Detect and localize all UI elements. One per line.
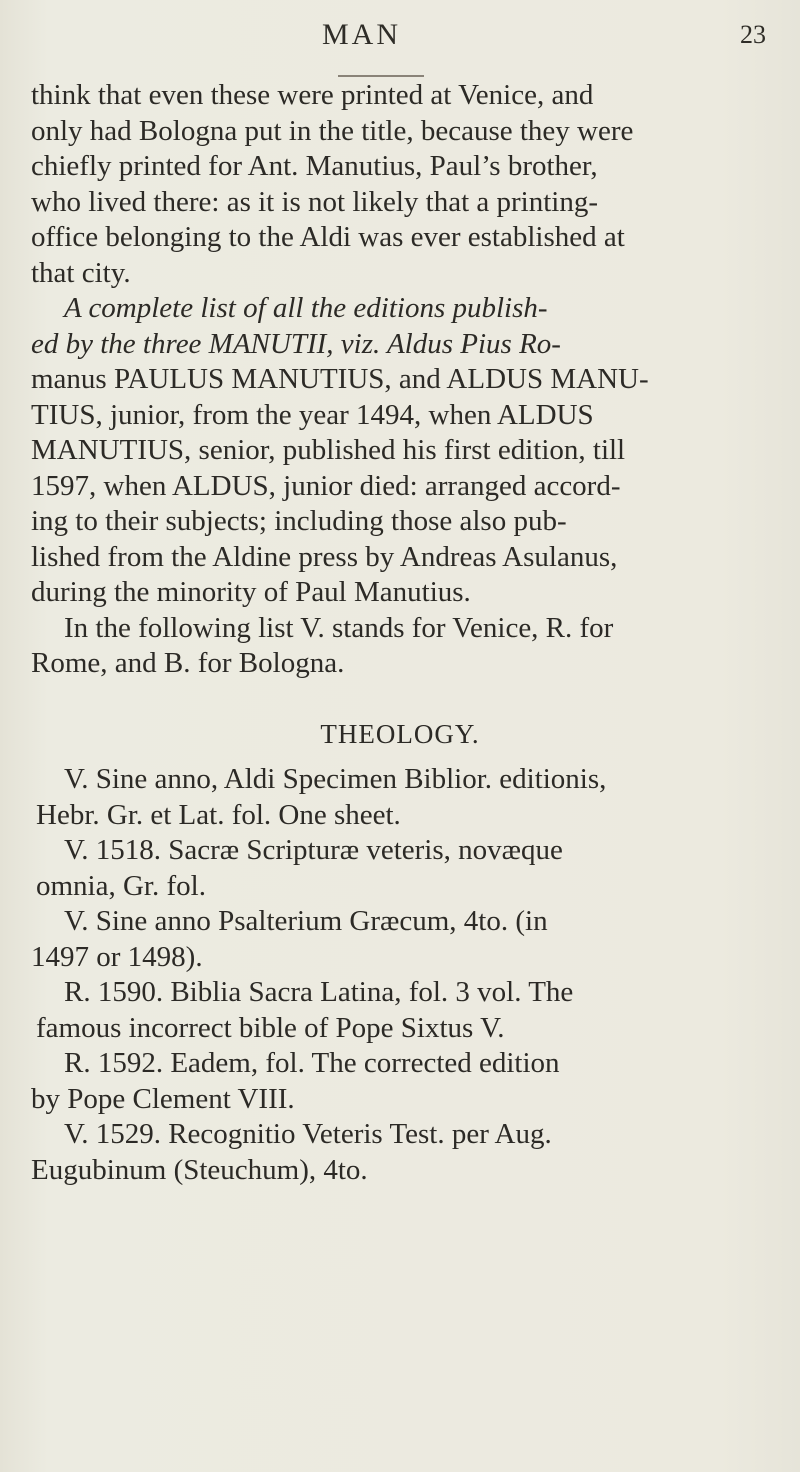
theology-entry-line: Hebr. Gr. et Lat. fol. One sheet. <box>36 798 401 831</box>
theology-entry-line: V. Sine anno, Aldi Specimen Biblior. editionis, <box>64 763 607 795</box>
body-text <box>0 78 800 1188</box>
list-para-line: In the following list V. stands for Venice, R. for <box>64 611 614 644</box>
theology-entry-line: V. 1529. Recognitio Veteris Test. per Aug. <box>64 1118 552 1150</box>
theology-entry-line: V. 1518. Sacræ Scripturæ veteris, novæque <box>64 834 563 866</box>
section-heading-theology: THEOLOGY. <box>320 718 480 749</box>
running-head <box>0 18 800 58</box>
theology-entry-line: R. 1592. Eadem, fol. The corrected edition <box>64 1047 560 1079</box>
running-title: MAN <box>322 18 402 51</box>
list-para-line: ed by the three MANUTII, viz. Aldus Pius Ro- <box>31 327 561 360</box>
list-para-line: TIUS, junior, from the year 1494, when ALDUS <box>31 398 594 431</box>
list-para-line: A complete list of all the editions publish- <box>64 292 548 324</box>
list-para-line: MANUTIUS, senior, published his first edition, till <box>31 434 626 466</box>
theology-entry-line: 1497 or 1498). <box>31 940 203 973</box>
theology-entry-line: V. Sine anno Psalterium Græcum, 4to. (in <box>64 905 548 937</box>
theology-entry-line: famous incorrect bible of Pope Sixtus V. <box>36 1011 505 1044</box>
list-para-line: manus PAULUS MANUTIUS, and ALDUS MANU- <box>31 363 649 395</box>
list-para-line: lished from the Aldine press by Andreas Asulanus, <box>31 540 618 573</box>
theology-entry-line: by Pope Clement VIII. <box>31 1082 295 1115</box>
theology-entry-line: omnia, Gr. fol. <box>36 869 206 902</box>
intro-line: chiefly printed for Ant. Manutius, Paul’s brother, <box>31 150 598 182</box>
intro-line: that city. <box>31 256 131 289</box>
intro-line: think that even these were printed at Venice, and <box>31 79 594 111</box>
list-para-line: ing to their subjects; including those also pub- <box>31 505 567 537</box>
intro-line: office belonging to the Aldi was ever established at <box>31 221 625 253</box>
list-para-line: during the minority of Paul Manutius. <box>31 576 471 608</box>
page-number: 23 <box>740 20 766 49</box>
intro-line: only had Bologna put in the title, because they were <box>31 114 634 147</box>
theology-entry-line: Eugubinum (Steuchum), 4to. <box>31 1153 368 1186</box>
intro-line: who lived there: as it is not likely that a printing- <box>31 185 599 218</box>
list-para-line: Rome, and B. for Bologna. <box>31 647 345 679</box>
theology-entry-line: R. 1590. Biblia Sacra Latina, fol. 3 vol. The <box>64 976 574 1008</box>
head-rule <box>338 75 424 77</box>
list-para-line: 1597, when ALDUS, junior died: arranged accord- <box>31 469 621 502</box>
